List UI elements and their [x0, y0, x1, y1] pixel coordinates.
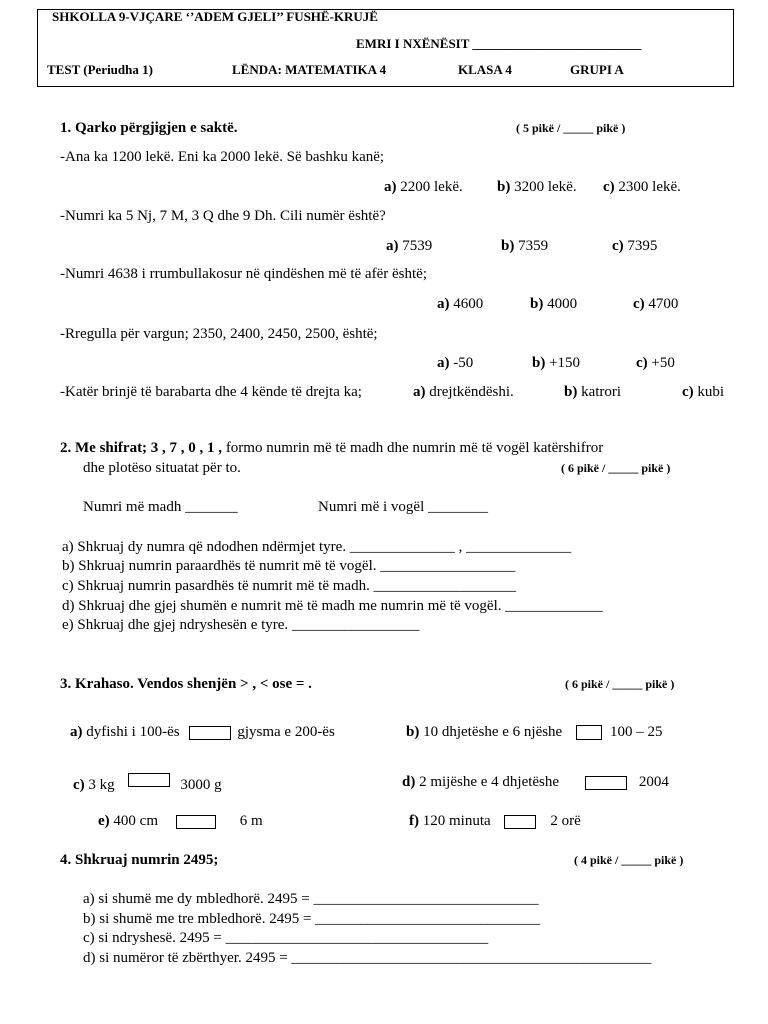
q1-item-2-option-b: b) 7359 [501, 238, 549, 254]
q3-item-f-answer-box[interactable] [504, 815, 536, 829]
q2-item-d: d) Shkruaj dhe gjej shumën e numrit më të madh me numrin më të vogël. _____________ [62, 598, 603, 614]
q1-item-3-option-b: b) 4000 [530, 296, 578, 312]
q2-title: 2. Me shifrat; 3 , 7 , 0 , 1 , formo numrin më të madh dhe numrin më të vogël katërshifror [60, 440, 604, 456]
q1-item-4-option-c: c) +50 [636, 355, 675, 371]
q1-item-2-option-c: c) 7395 [612, 238, 658, 254]
q2-smallest-number: Numri më i vogël ________ [318, 499, 488, 515]
q4-title: 4. Shkruaj numrin 2495; [60, 852, 219, 868]
q1-item-3-option-c: c) 4700 [633, 296, 679, 312]
q4-points: ( 4 pikë / _____ pikë ) [574, 853, 684, 867]
q1-item-4-option-b: b) +150 [532, 355, 581, 371]
q1-item-5-option-b: b) katrori [564, 384, 622, 400]
q4-item-d: d) si numëror të zbërthyer. 2495 = ________________________________________________ [83, 950, 652, 966]
q3-item-c-answer-box[interactable] [128, 773, 170, 787]
q1-item-1-option-c: c) 2300 lekë. [603, 179, 681, 195]
q1-item-4-option-a: a) -50 [437, 355, 474, 371]
group-label: GRUPI A [570, 62, 624, 77]
q1-item-4: -Rregulla për vargun; 2350, 2400, 2450, 2500, është; [60, 326, 378, 342]
q3-item-e-answer-box[interactable] [176, 815, 216, 829]
school-name: SHKOLLA 9-VJÇARE ‘’ADEM GJELI’’ FUSHË-KRUJË [52, 9, 378, 24]
student-name-field: EMRI I NXËNËSIT __________________________ [356, 36, 642, 51]
q1-item-1-option-a: a) 2200 lekë. [384, 179, 463, 195]
q3-title: 3. Krahaso. Vendos shenjën > , < ose = . [60, 676, 312, 692]
q4-item-c: c) si ndryshesë. 2495 = ___________________________________ [83, 930, 489, 946]
q3-item-d: d) 2 mijëshe e 4 dhjetëshe 2004 [402, 774, 669, 790]
q2-largest-number: Numri më madh _______ [83, 499, 238, 515]
q1-item-5-option-a: a) drejtkëndëshi. [413, 384, 514, 400]
q1-item-3-option-a: a) 4600 [437, 296, 484, 312]
q1-item-1-option-b: b) 3200 lekë. [497, 179, 577, 195]
q3-item-a: a) dyfishi i 100-ës gjysma e 200-ës [70, 724, 335, 740]
q1-points: ( 5 pikë / _____ pikë ) [516, 121, 626, 135]
q1-item-2-option-a: a) 7539 [386, 238, 433, 254]
q2-item-c: c) Shkruaj numrin pasardhës të numrit më të madh. ___________________ [62, 578, 517, 594]
q2-item-a: a) Shkruaj dy numra që ndodhen ndërmjet tyre. ______________ , ______________ [62, 539, 572, 555]
q3-points: ( 6 pikë / _____ pikë ) [565, 677, 675, 691]
q4-item-a: a) si shumë me dy mbledhorë. 2495 = ______________________________ [83, 891, 539, 907]
q3-item-f: f) 120 minuta 2 orë [409, 813, 581, 829]
q3-item-d-answer-box[interactable] [585, 776, 627, 790]
q2-points: ( 6 pikë / _____ pikë ) [561, 461, 671, 475]
q4-item-b: b) si shumë me tre mbledhorë. 2495 = ______________________________ [83, 911, 541, 927]
class-label: KLASA 4 [458, 62, 512, 77]
q2-item-b: b) Shkruaj numrin paraardhës të numrit më të vogël. __________________ [62, 558, 516, 574]
q2-item-e: e) Shkruaj dhe gjej ndryshesën e tyre. _________________ [62, 617, 420, 633]
q1-item-3: -Numri 4638 i rrumbullakosur në qindëshen më të afër është; [60, 266, 427, 282]
subject: LËNDA: MATEMATIKA 4 [232, 62, 387, 77]
q2-title-line2: dhe plotëso situatat për to. [83, 460, 241, 476]
q1-title: 1. Qarko përgjigjen e saktë. [60, 120, 238, 136]
q3-item-e: e) 400 cm 6 m [98, 813, 263, 829]
q3-item-c: c) 3 kg 3000 g [73, 773, 222, 794]
q1-item-5-option-c: c) kubi [682, 384, 725, 400]
q3-item-b-answer-box[interactable] [576, 725, 602, 740]
q3-item-b: b) 10 dhjetëshe e 6 njëshe 100 – 25 [406, 724, 663, 740]
test-period: TEST (Periudha 1) [47, 62, 153, 77]
q1-item-5: -Katër brinjë të barabarta dhe 4 kënde të drejta ka; [60, 384, 362, 400]
q1-item-2: -Numri ka 5 Nj, 7 M, 3 Q dhe 9 Dh. Cili numër është? [60, 208, 386, 224]
q3-item-a-answer-box[interactable] [189, 726, 231, 740]
q1-item-1: -Ana ka 1200 lekë. Eni ka 2000 lekë. Së bashku kanë; [60, 149, 385, 165]
